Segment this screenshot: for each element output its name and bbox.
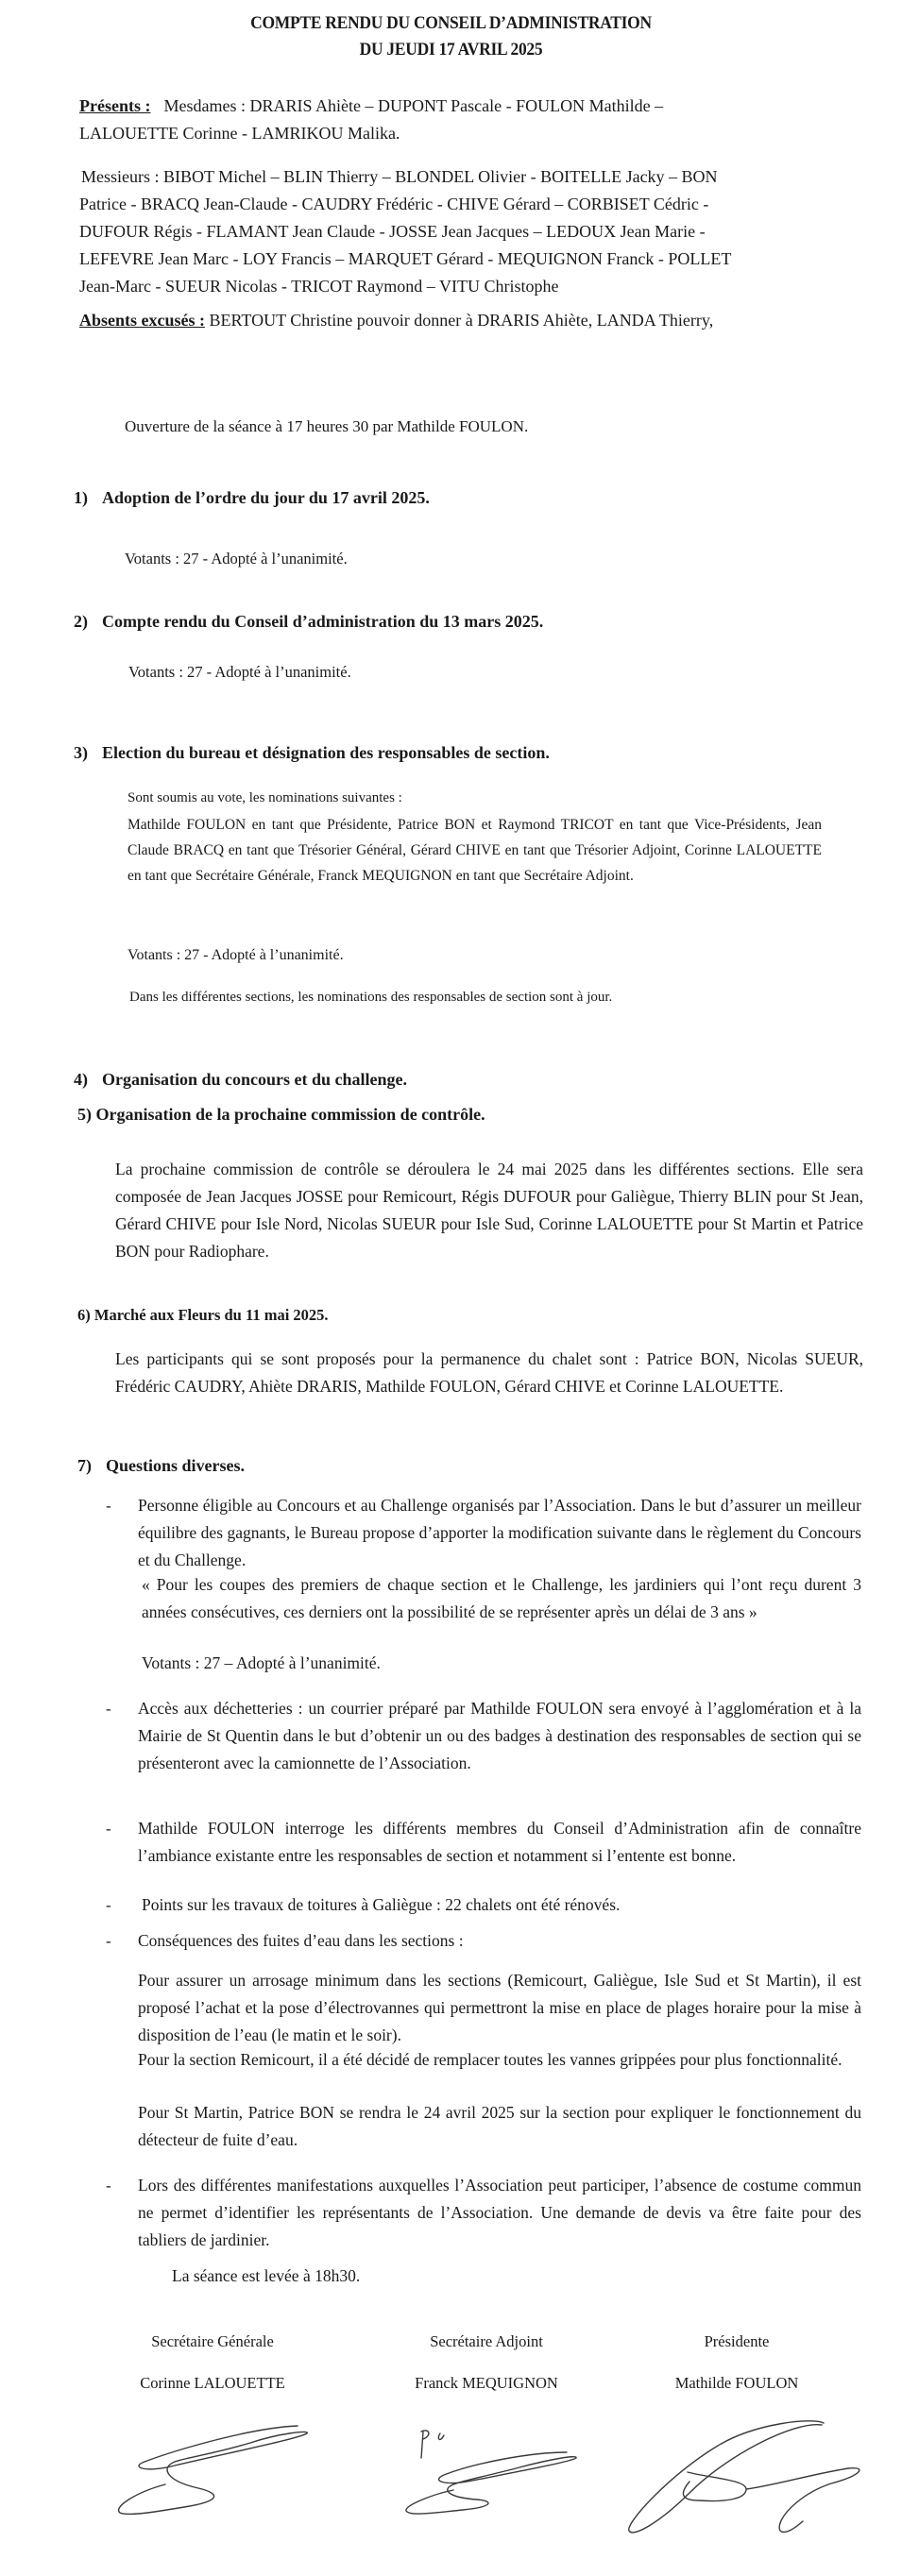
section-4-heading (74, 1070, 407, 1090)
messieurs-line-3: DUFOUR Régis - FLAMANT Jean Claude - JOSSE Jean Jacques – LEDOUX Jean Marie - (79, 222, 706, 241)
signature-name: Mathilde FOULON (674, 2374, 799, 2392)
present-mesdames-line2: LALOUETTE Corinne - LAMRIKOU Malika. (79, 124, 400, 143)
section-1-vote: Votants : 27 - Adopté à l’unanimité. (125, 550, 348, 568)
item-2-text: Accès aux déchetteries : un courrier préparé par Mathilde FOULON sera envoyé à l’agglomération et à la Mairie de St Quentin dans le but d’obtenir un ou des badges à destination des responsables de section qui se présenteront avec la camionnette de l’Association. (138, 1699, 861, 1772)
section-1-title: Adoption de l’ordre du jour du 17 avril 2025. (102, 488, 430, 507)
section-3-heading (74, 743, 550, 763)
bullet-marker: - (106, 1497, 111, 1515)
signature-block-secretaire-generale (104, 2332, 321, 2393)
section-4-title: Organisation du concours et du challenge. (102, 1070, 408, 1089)
signature-role: Secrétaire Adjoint (430, 2332, 543, 2350)
bullet-marker: - (106, 2177, 111, 2195)
section-2-number: 2) (74, 612, 88, 631)
section-3-number: 3) (74, 743, 88, 762)
signature-lalouette-icon (109, 2422, 326, 2526)
section-5-heading: 5) Organisation de la prochaine commission de contrôle. (77, 1105, 485, 1124)
section-6-body: Les participants qui se sont proposés pour la permanence du chalet sont : Patrice BON, Nicolas SUEUR, Frédéric CAUDRY, Ahiète DRARIS, Mathilde FOULON, Gérard CHIVE et Corinne LALOUETTE. (115, 1349, 863, 1396)
item-5-text: Conséquences des fuites d’eau dans les sections : (138, 1931, 464, 1950)
absent-label: Absents excusés : (79, 311, 205, 330)
section-3-body: Mathilde FOULON en tant que Présidente, Patrice BON et Raymond TRICOT en tant que Vice-Présidents, Jean Claude BRACQ en tant que Trésorier Général, Gérard CHIVE en tant que Trésorier Adjoint, Corinne LALOUETTE en tant que Secrétaire Générale, Franck MEQUIGNON en tant que Secrétaire Adjoint. (128, 817, 822, 884)
signature-name: Corinne LALOUETTE (140, 2374, 285, 2392)
signature-name: Franck MEQUIGNON (415, 2374, 558, 2392)
item-5-paragraph-2: Pour la section Remicourt, il a été décidé de remplacer toutes les vannes grippées pour plus fonctionnalité. (138, 2050, 842, 2069)
absent-line (79, 307, 854, 334)
signature-mequignon-icon (397, 2422, 586, 2535)
section-1-heading (74, 488, 430, 508)
section-7-title: Questions diverses. (106, 1456, 246, 1475)
signature-role: Présidente (704, 2332, 770, 2350)
opening-statement: Ouverture de la séance à 17 heures 30 par Mathilde FOULON. (125, 417, 529, 435)
section-3-intro: Sont soumis au vote, les nominations suivantes : (128, 790, 402, 805)
section-4-number: 4) (74, 1070, 88, 1089)
signature-block-secretaire-adjoint (378, 2332, 595, 2393)
document-title-line1: COMPTE RENDU DU CONSEIL D’ADMINISTRATION (250, 13, 652, 33)
messieurs-line-1: Messieurs : BIBOT Michel – BLIN Thierry – BLONDEL Olivier - BOITELLE Jacky – BON (81, 167, 718, 186)
present-mesdames-line1 (79, 93, 825, 120)
signature-foulon-icon (614, 2417, 878, 2550)
document-title-line2: DU JEUDI 17 AVRIL 2025 (359, 40, 543, 59)
item-5-paragraph-1: Pour assurer un arrosage minimum dans les sections (Remicourt, Galiègue, Isle Sud et St Martin), il est proposé l’achat et la pose d’électrovannes qui permettront la mise en place de plages horaire pour la mise à disposition de l’eau (le matin et le soir). (138, 1971, 861, 2044)
item-3-text: Mathilde FOULON interroge les différents membres du Conseil d’Administration afin de connaître l’ambiance existante entre les responsables de section et notamment si l’entente est bonne. (138, 1819, 861, 1865)
item-1-text: Personne éligible au Concours et au Challenge organisés par l’Association. Dans le but d’assurer un meilleur équilibre des gagnants, le Bureau propose d’apporter la modification suivante dans le règlement du Concours et du Challenge. (138, 1496, 861, 1569)
item-1-quote: « Pour les coupes des premiers de chaque section et le Challenge, les jardiniers qui l’ont reçu durent 3 années consécutives, ces derniers ont la possibilité de se représenter après un délai de 3 ans » (142, 1575, 861, 1621)
section-1-number: 1) (74, 488, 88, 507)
messieurs-line-4: LEFEVRE Jean Marc - LOY Francis – MARQUET Gérard - MEQUIGNON Franck - POLLET (79, 249, 732, 268)
section-2-title: Compte rendu du Conseil d’administration du 13 mars 2025. (102, 612, 544, 631)
section-3-note: Dans les différentes sections, les nominations des responsables de section sont à jour. (129, 990, 613, 1005)
section-3-vote: Votants : 27 - Adopté à l’unanimité. (128, 947, 344, 963)
messieurs-line-5: Jean-Marc - SUEUR Nicolas - TRICOT Raymond – VITU Christophe (79, 277, 559, 296)
section-2-heading (74, 612, 543, 632)
section-6-heading: 6) Marché aux Fleurs du 11 mai 2025. (77, 1306, 329, 1324)
bullet-marker: - (106, 1896, 111, 1914)
signature-role: Secrétaire Générale (151, 2332, 274, 2350)
present-label: Présents : (79, 96, 151, 115)
bullet-marker: - (106, 1700, 111, 1718)
mesdames-line1-text: Mesdames : DRARIS Ahiète – DUPONT Pascale - FOULON Mathilde – (163, 96, 664, 115)
section-2-vote: Votants : 27 - Adopté à l’unanimité. (128, 663, 351, 681)
bullet-marker: - (106, 1932, 111, 1950)
item-4-text: Points sur les travaux de toitures à Galiègue : 22 chalets ont été rénovés. (142, 1895, 621, 1914)
bullet-marker: - (106, 1820, 111, 1838)
section-5-body: La prochaine commission de contrôle se déroulera le 24 mai 2025 dans les différentes sections. Elle sera composée de Jean Jacques JOSSE pour Remicourt, Régis DUFOUR pour Galiègue, Thierry BLIN pour St Jean, Gérard CHIVE pour Isle Nord, Nicolas SUEUR pour Isle Sud, Corinne LALOUETTE pour St Martin et Patrice BON pour Radiophare. (115, 1160, 863, 1261)
section-7-heading (77, 1456, 245, 1476)
absent-text: BERTOUT Christine pouvoir donner à DRARIS Ahiète, LANDA Thierry, (205, 311, 714, 330)
closing-statement: La séance est levée à 18h30. (172, 2266, 361, 2285)
item-5-paragraph-3: Pour St Martin, Patrice BON se rendra le 24 avril 2025 sur la section pour expliquer le fonctionnement du détecteur de fuite d’eau. (138, 2103, 861, 2149)
section-7-number: 7) (77, 1456, 92, 1475)
messieurs-line-2: Patrice - BRACQ Jean-Claude - CAUDRY Frédéric - CHIVE Gérard – CORBISET Cédric - (79, 195, 709, 213)
item-6-text: Lors des différentes manifestations auxquelles l’Association peut participer, l’absence de costume commun ne permet d’identifier les représentants de l’Association. Une demande de devis va être faite pour des tabliers de jardinier. (138, 2176, 861, 2249)
signature-block-presidente (628, 2332, 845, 2393)
section-3-title: Election du bureau et désignation des responsables de section. (102, 743, 550, 762)
item-1-vote: Votants : 27 – Adopté à l’unanimité. (142, 1653, 381, 1672)
